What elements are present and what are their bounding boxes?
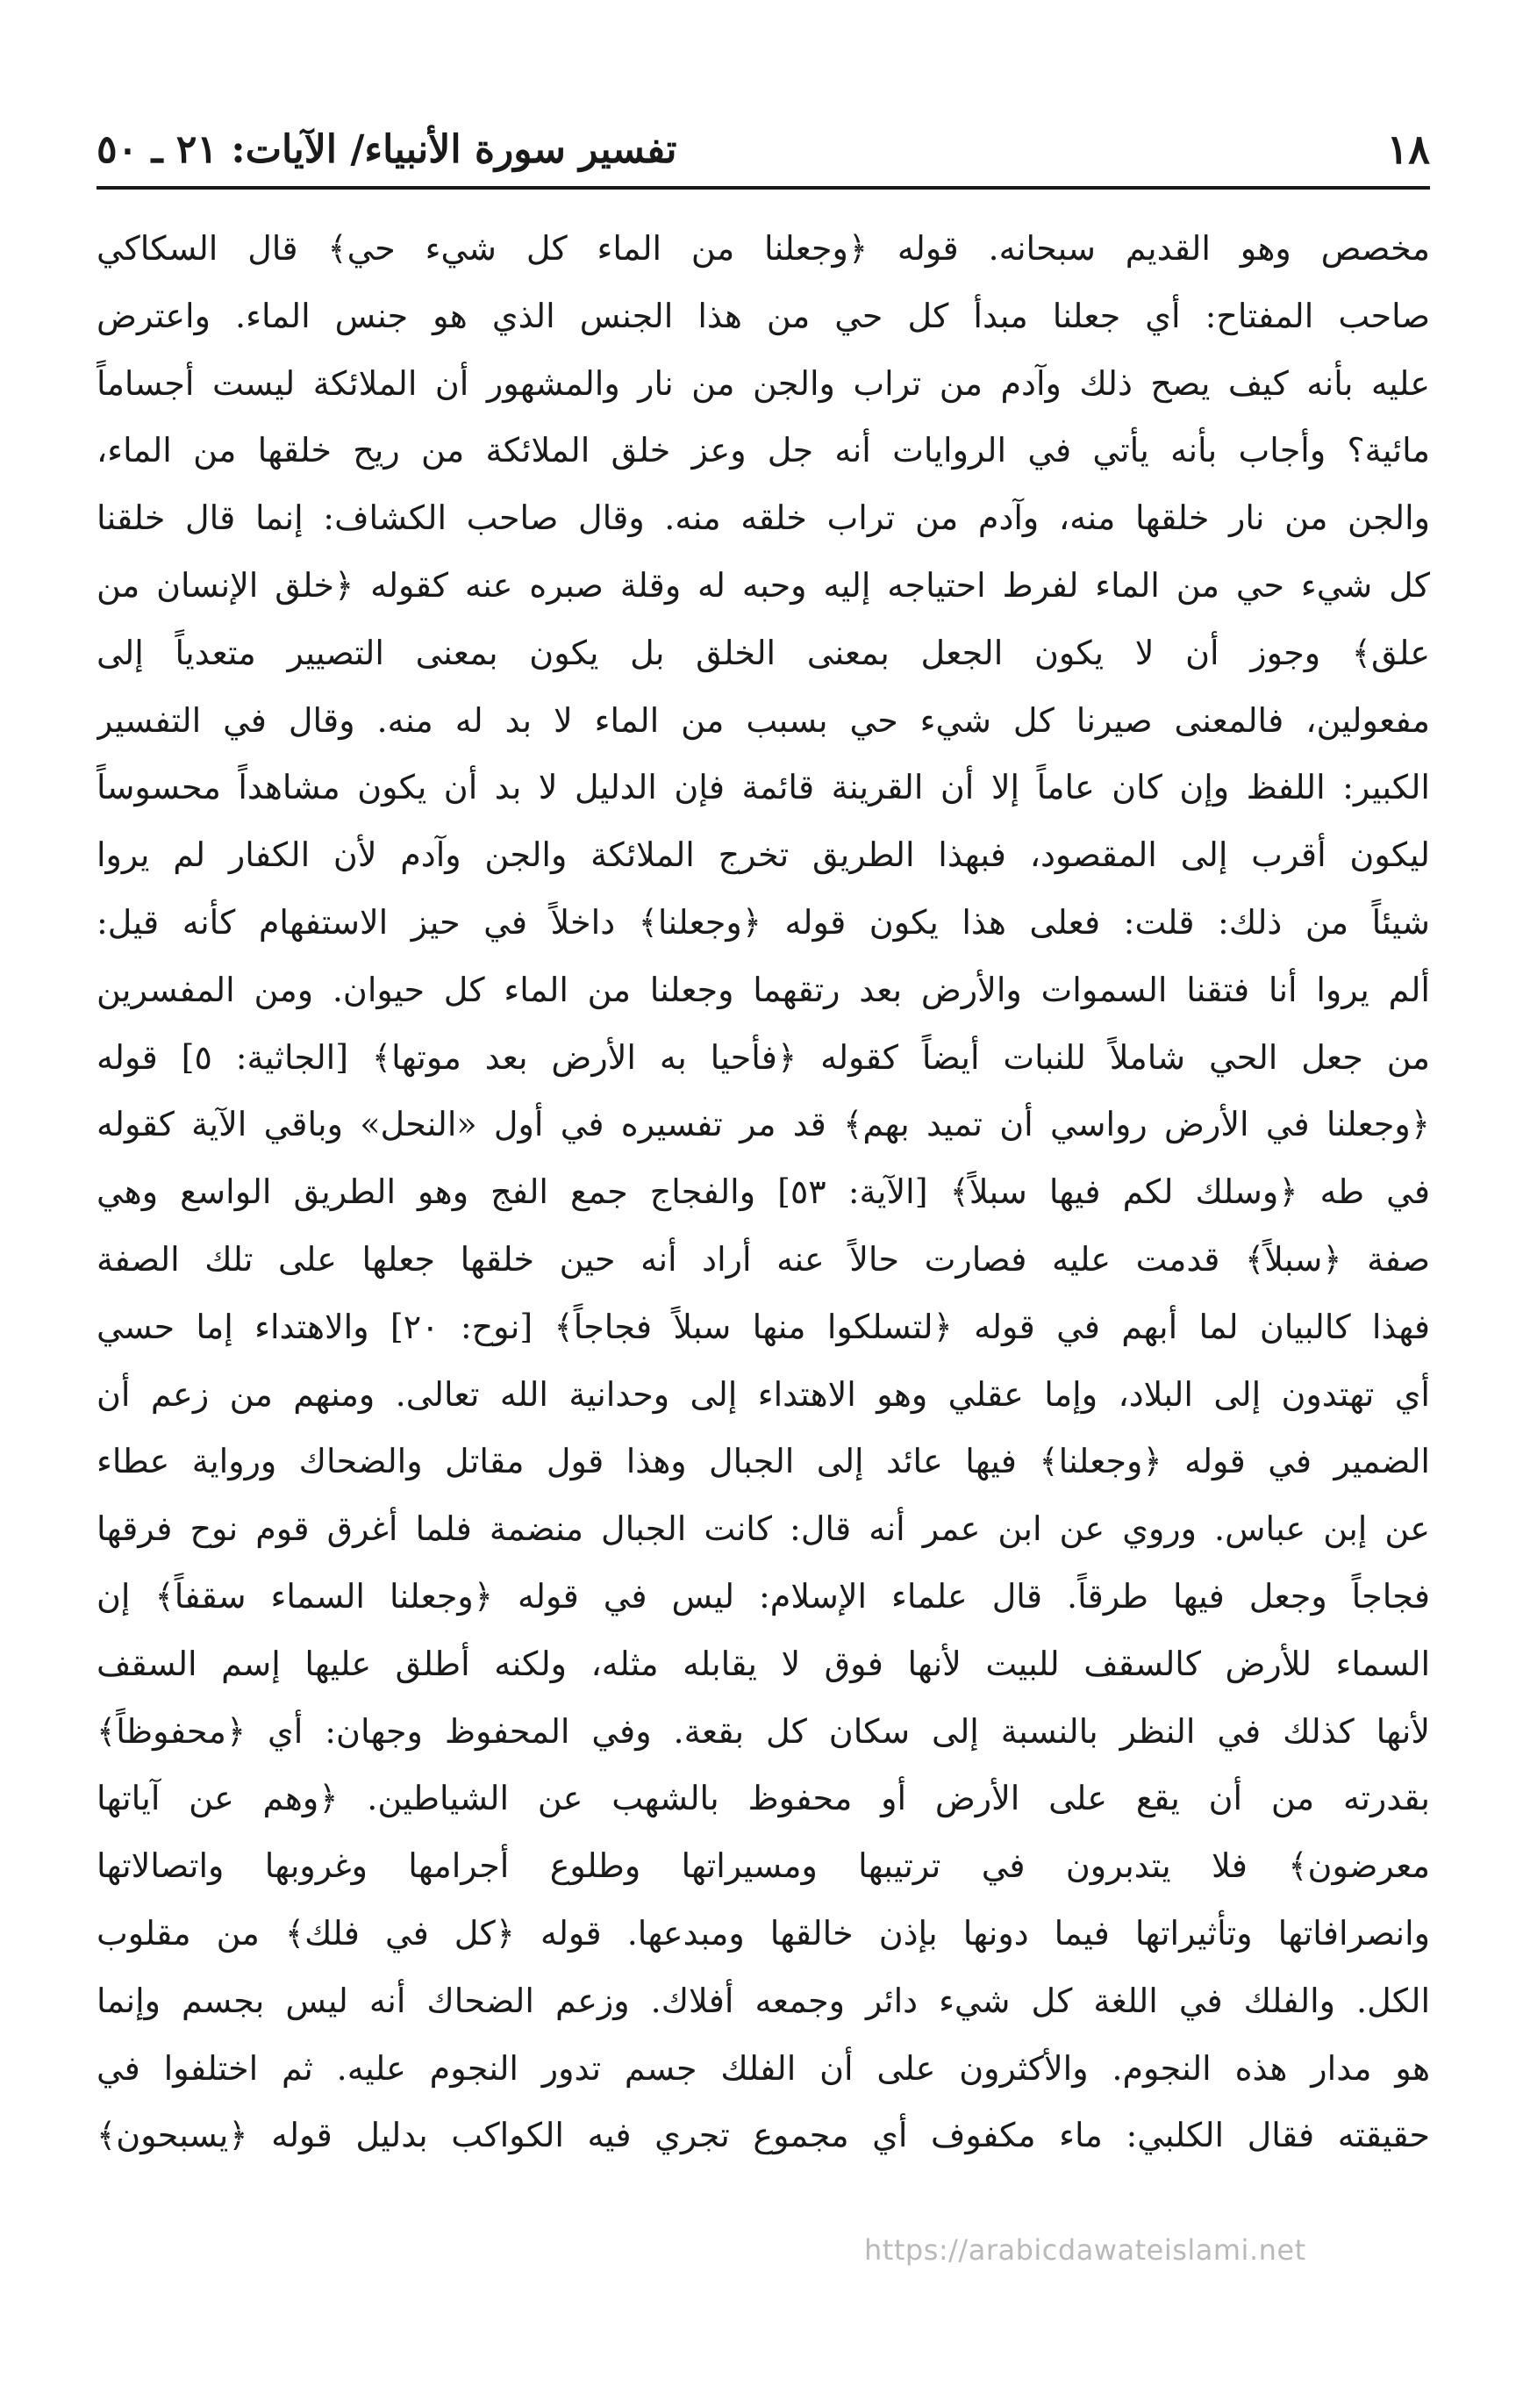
text-line: كل شيء حي من الماء لفرط احتياجه إليه وحبه له وقلة صبره عنه كقوله ﴿خلق الإنسان من [97,565,1430,605]
text-line: الكل. والفلك في اللغة كل شيء دائر وجمعه أفلاك. وزعم الضحاك أنه ليس بجسم وإنما [97,1981,1430,2020]
text-line: معرضون﴾ فلا يتدبرون في ترتيبها ومسيراتها وطلوع أجرامها وغروبها واتصالاتها [97,1846,1430,1886]
text-line: أي تهتدون إلى البلاد، وإما عقلي وهو الاهتداء إلى وحدانية الله تعالى. ومنهم من زعم أن [97,1374,1430,1414]
text-line: من جعل الحي شاملاً للنبات أيضاً كقوله ﴿فأحيا به الأرض بعد موتها﴾ [الجاثية: ٥] قوله [97,1037,1430,1077]
text-line: عن إبن عباس. وروي عن ابن عمر أنه قال: كانت الجبال منضمة فلما أغرق قوم نوح فرقها [97,1509,1430,1549]
text-line: هو مدار هذه النجوم. والأكثرون على أن الفلك جسم تدور النجوم عليه. ثم اختلفوا في [97,2048,1430,2088]
text-line: ليكون أقرب إلى المقصود، فبهذا الطريق تخرج الملائكة والجن وآدم لأن الكفار لم يروا [97,835,1430,875]
text-line: الضمير في قوله ﴿وجعلنا﴾ فيها عائد إلى الجبال وهذا قول مقاتل والضحاك ورواية عطاء [97,1442,1430,1481]
text-line: وانصرافاتها وتأثيراتها فيما دونها بإذن خالقها ومبدعها. قوله ﴿كل في فلك﴾ من مقلوب [97,1913,1430,1953]
text-line: مفعولين، فالمعنى صيرنا كل شيء حي بسبب من الماء لا بد له منه. وقال في التفسير [97,700,1430,740]
text-line: حقيقته فقال الكلبي: ماء مكفوف أي مجموع تجري فيه الكواكب بدليل قوله ﴿يسبحون﴾ [97,2116,1430,2155]
text-line: شيئاً من ذلك: قلت: فعلى هذا يكون قوله ﴿وجعلنا﴾ داخلاً في حيز الاستفهام كأنه قيل: [97,902,1430,942]
page-body-text [97,215,1430,2169]
text-line: السماء للأرض كالسقف للبيت لأنها فوق لا يقابله مثله، ولكنه أطلق عليها إسم السقف [97,1644,1430,1683]
text-line: ألم يروا أنا فتقنا السموات والأرض بعد رتقهما وجعلنا من الماء كل حيوان. ومن المفسرين [97,970,1430,1009]
text-line: والجن من نار خلقها منه، وآدم من تراب خلقه منه. وقال صاحب الكشاف: إنما قال خلقنا [97,498,1430,538]
text-line: في طه ﴿وسلك لكم فيها سبلاً﴾ [الآية: ٥٣] والفجاج جمع الفج وهو الطريق الواسع وهي [97,1172,1430,1212]
text-line: لأنها كذلك في النظر بالنسبة إلى سكان كل بقعة. وفي المحفوظ وجهان: أي ﴿محفوظاً﴾ [97,1711,1430,1751]
text-line: الكبير: اللفظ وإن كان عاماً إلا أن القرينة قائمة فإن الدليل لا بد أن يكون مشاهداً محسوساً [97,768,1430,807]
text-line: فجاجاً وجعل فيها طرقاً. قال علماء الإسلام: ليس في قوله ﴿وجعلنا السماء سقفاً﴾ إن [97,1576,1430,1616]
text-line: صفة ﴿سبلاً﴾ قدمت عليه فصارت حالاً عنه أراد أنه حين خلقها جعلها على تلك الصفة [97,1239,1430,1279]
text-line: علق﴾ وجوز أن لا يكون الجعل بمعنى الخلق بل يكون بمعنى التصيير متعدياً إلى [97,633,1430,672]
text-line: بقدرته من أن يقع على الأرض أو محفوظ بالشهب عن الشياطين. ﴿وهم عن آياتها [97,1779,1430,1818]
header-divider [97,186,1430,190]
text-line: مائية؟ وأجاب بأنه يأتي في الروايات أنه جل وعز خلق الملائكة من ريح خلقها من الماء، [97,431,1430,470]
watermark-url: https://arabicdawateislami.net [864,2233,1306,2267]
running-title: تفسير سورة الأنبياء/ الآيات: ٢١ ـ ٥٠ [97,126,677,172]
text-line: صاحب المفتاح: أي جعلنا مبدأ كل حي من هذا الجنس الذي هو جنس الماء. واعترض [97,296,1430,335]
page-header [97,118,1430,180]
text-line: مخصص وهو القديم سبحانه. قوله ﴿وجعلنا من الماء كل شيء حي﴾ قال السكاكي [97,229,1430,268]
text-line: عليه بأنه كيف يصح ذلك وآدم من تراب والجن من نار والمشهور أن الملائكة ليست أجساماً [97,363,1430,403]
text-line: فهذا كالبيان لما أبهم في قوله ﴿لتسلكوا منها سبلاً فجاجاً﴾ [نوح: ٢٠] والاهتداء إما حسي [97,1307,1430,1346]
page-number: ١٨ [1386,125,1430,173]
text-line: ﴿وجعلنا في الأرض رواسي أن تميد بهم﴾ قد مر تفسيره في أول «النحل» وباقي الآية كقوله [97,1105,1430,1144]
